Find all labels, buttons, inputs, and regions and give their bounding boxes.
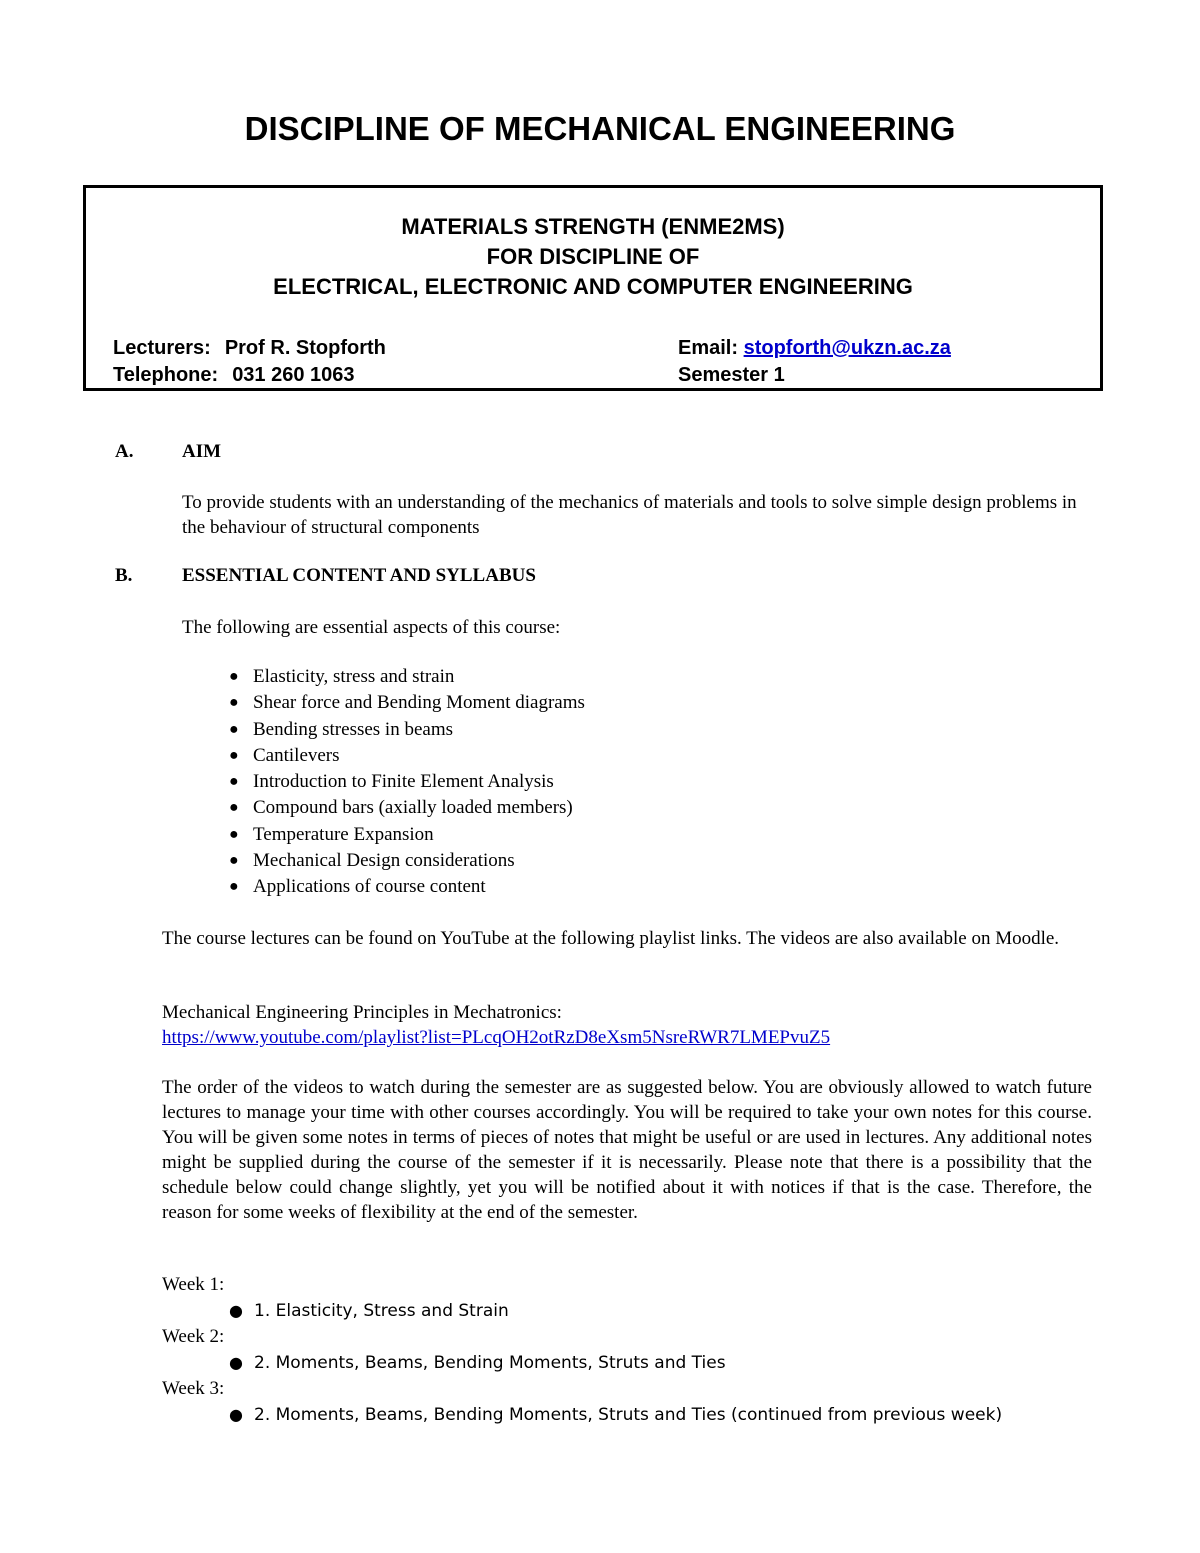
section-a-letter: A.	[115, 441, 134, 462]
bullet-icon: ●	[229, 1301, 243, 1320]
list-item: ● Shear force and Bending Moment diagrams	[182, 690, 585, 716]
bullet-icon: ●	[229, 852, 239, 870]
bullet-icon: ●	[229, 825, 239, 843]
bullet-icon: ●	[229, 668, 239, 685]
list-item: ● Cantilevers	[182, 743, 585, 769]
discipline-line-2: ELECTRICAL, ELECTRONIC AND COMPUTER ENGINEERING	[273, 274, 913, 299]
list-item: ● Mechanical Design considerations	[182, 848, 585, 874]
week-topic: ● 1. Elasticity, Stress and Strain	[162, 1298, 1002, 1324]
bullet-icon: ●	[229, 799, 239, 817]
playlist-link[interactable]: https://www.youtube.com/playlist?list=PLcqOH2otRzD8eXsm5NsreRWR7LMEPvuZ5	[162, 1027, 831, 1048]
weekly-schedule	[162, 1272, 1002, 1428]
syllabus-intro: The following are essential aspects of this course:	[182, 617, 561, 638]
bullet-icon: ●	[229, 720, 239, 738]
list-item: ● Temperature Expansion	[182, 822, 585, 848]
syllabus-list	[182, 664, 585, 901]
schedule-text: The order of the videos to watch during the semester are as suggested below. You are obviously allowed to watch future lectures to manage your time with other courses accordingly. You will be required to take your own notes for this course. You will be given some notes in terms of pieces of notes that might be useful or are used in lectures. Any additional notes might be supplied during the course of the semester if it is necessarily. Please note that there is a possibility that the schedule below could change slightly, yet you will be notified about it with notices if that is the case. Therefore, the reason for some weeks of flexibility at the end of the semester.	[162, 1077, 1092, 1223]
lecturers-row	[113, 337, 386, 360]
bullet-icon: ●	[229, 1405, 243, 1424]
list-item: ● Bending stresses in beams	[182, 717, 585, 743]
bullet-icon: ●	[229, 746, 239, 764]
list-item: ● Elasticity, stress and strain	[182, 664, 585, 690]
week-label: Week 1:	[162, 1274, 225, 1295]
bullet-icon: ●	[229, 773, 239, 791]
list-item: ● Applications of course content	[182, 874, 585, 900]
telephone-label: Telephone:	[113, 364, 219, 386]
bullet-icon: ●	[229, 1353, 243, 1372]
bullet-icon: ●	[229, 694, 239, 712]
week-topic: ● 2. Moments, Beams, Bending Moments, Struts and Ties (continued from previous week)	[162, 1402, 1002, 1428]
section-b-letter: B.	[115, 565, 133, 586]
playlist-title: Mechanical Engineering Principles in Mechatronics:	[162, 1002, 562, 1023]
bullet-icon: ●	[229, 878, 239, 896]
lecturers-label: Lecturers:	[113, 337, 211, 359]
lectures-text: The course lectures can be found on YouTube at the following playlist links. The videos are also available on Moodle.	[162, 928, 1060, 949]
section-a-title: AIM	[182, 441, 222, 462]
course-title: MATERIALS STRENGTH (ENME2MS)	[401, 214, 785, 239]
email-link[interactable]: stopforth@ukzn.ac.za	[743, 337, 951, 359]
section-b-title: ESSENTIAL CONTENT AND SYLLABUS	[182, 565, 536, 586]
lecturers-value: Prof R. Stopforth	[224, 337, 386, 359]
page-title: DISCIPLINE OF MECHANICAL ENGINEERING	[244, 110, 956, 147]
week-label: Week 2:	[162, 1326, 225, 1347]
discipline-line-1: FOR DISCIPLINE OF	[486, 244, 700, 269]
list-item: ● Introduction to Finite Element Analysis	[182, 769, 585, 795]
course-header-box	[83, 185, 1103, 391]
week-topic: ● 2. Moments, Beams, Bending Moments, Struts and Ties	[162, 1350, 1002, 1376]
email-label: Email:	[678, 337, 739, 359]
week-label: Week 3:	[162, 1378, 225, 1399]
telephone-row	[113, 364, 355, 387]
email-row	[678, 337, 951, 360]
list-item: ● Compound bars (axially loaded members)	[182, 795, 585, 821]
aim-text: To provide students with an understanding of the mechanics of materials and tools to solve simple design problems in the behaviour of structural components	[182, 492, 1077, 538]
semester-label: Semester 1	[678, 364, 785, 386]
telephone-value: 031 260 1063	[232, 364, 355, 386]
